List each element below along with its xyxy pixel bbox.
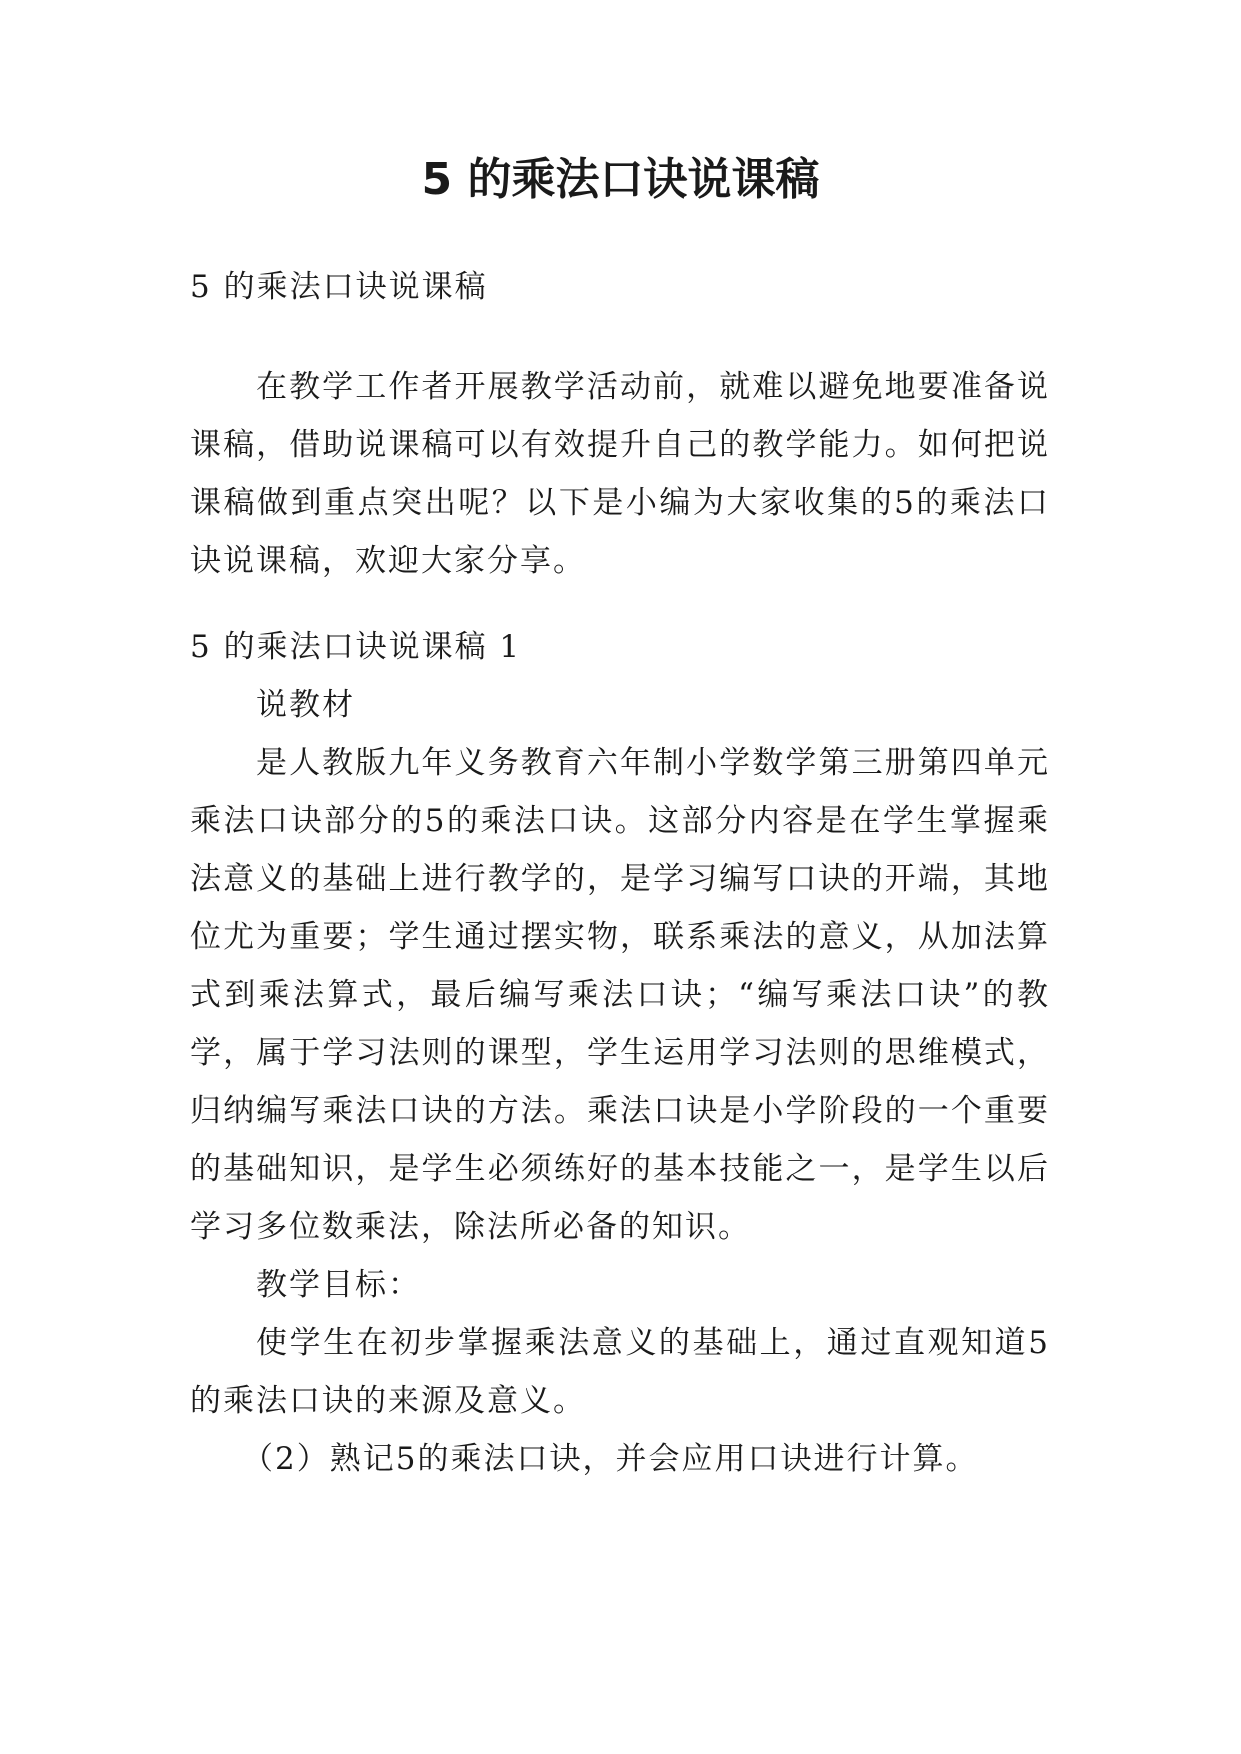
intro-text: 在教学工作者开展教学活动前，就难以避免地要准备说课稿，借助说课稿可以有效提升自己的教学能力。如何把说课稿做到重点突出呢？以下是小编为大家收集的5的乘法口诀说课稿，欢迎大家分享。 [190, 369, 1050, 579]
intro-paragraph [190, 358, 1050, 590]
section-1 [190, 618, 1050, 1488]
goals-label: 教学目标： [256, 1267, 421, 1303]
subtitle-text: 5 的乘法口诀说课稿 [190, 269, 488, 305]
section-1-paragraph: 是人教版九年义务教育六年制小学数学第三册第四单元乘法口诀部分的5的乘法口诀。这部分内容是在学生掌握乘法意义的基础上进行教学的，是学习编写口诀的开端，其地位尤为重要；学生通过摆实物，联系乘法的意义，从加法算式到乘法算式，最后编写乘法口诀；“编写乘法口诀”的教学，属于学习法则的课型，学生运用学习法则的思维模式，归纳编写乘法口诀的方法。乘法口诀是小学阶段的一个重要的基础知识，是学生必须练好的基本技能之一，是学生以后学习多位数乘法，除法所必备的知识。 [190, 745, 1050, 1245]
section-1-heading: 5 的乘法口诀说课稿 1 [190, 629, 522, 665]
section-1-subheading: 说教材 [256, 687, 355, 723]
document-title: 5 的乘法口诀说课稿 [421, 154, 820, 205]
goal-1: 使学生在初步掌握乘法意义的基础上，通过直观知道5的乘法口诀的来源及意义。 [190, 1325, 1050, 1419]
document-subtitle [190, 258, 1050, 316]
goal-2: （2）熟记5的乘法口诀，并会应用口诀进行计算。 [242, 1441, 979, 1477]
